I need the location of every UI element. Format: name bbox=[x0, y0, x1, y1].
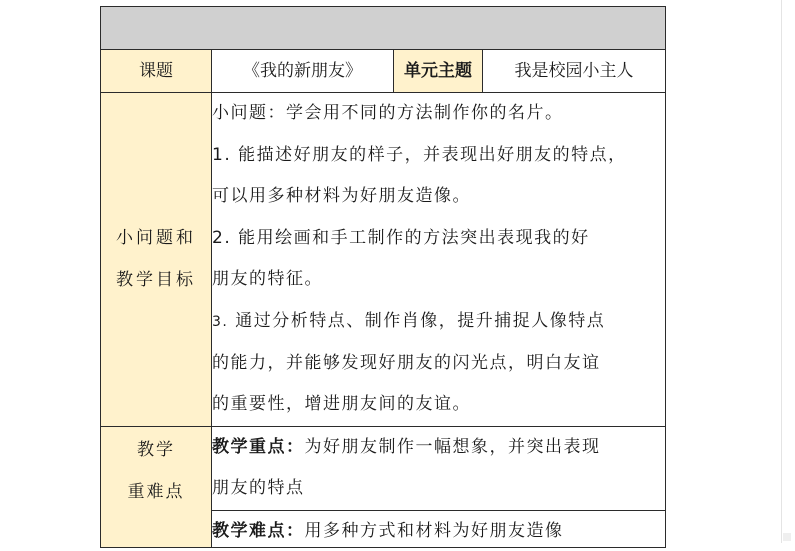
goal-line: 朋友的特征。 bbox=[212, 269, 323, 290]
goal-line: 的能力，并能够发现好朋友的闪光点，明白友谊 bbox=[212, 352, 601, 373]
key-point-label: 教学重点： bbox=[212, 436, 305, 457]
difficulty-label: 教学难点： bbox=[212, 520, 305, 541]
difficulty-line bbox=[212, 511, 665, 547]
key-point-line2: 朋友的特点 bbox=[212, 478, 305, 499]
goal-3-text: 通过分析特点、制作肖像，提升捕捉人像特点 bbox=[235, 310, 606, 331]
difficulty-content bbox=[212, 510, 666, 547]
header-band-row bbox=[101, 7, 666, 50]
unit-value: 我是校园小主人 bbox=[483, 50, 666, 93]
focus-label-line2: 重难点 bbox=[127, 481, 185, 502]
key-point-row bbox=[101, 426, 666, 510]
unit-label: 单元主题 bbox=[394, 50, 483, 93]
title-label: 课题 bbox=[101, 50, 212, 93]
title-value: 《我的新朋友》 bbox=[212, 50, 394, 93]
header-band bbox=[101, 7, 666, 50]
goal-line-3 bbox=[212, 301, 665, 343]
lesson-plan-table bbox=[100, 6, 666, 548]
goal-line: 小问题：学会用不同的方法制作你的名片。 bbox=[212, 103, 564, 123]
goals-row bbox=[101, 93, 666, 427]
goals-label-line2: 教学目标 bbox=[116, 270, 196, 291]
goal-line: 2. 能用绘画和手工制作的方法突出表现我的好 bbox=[212, 227, 590, 248]
scroll-corner bbox=[783, 533, 791, 541]
goals-label bbox=[101, 93, 212, 427]
difficulty-text: 用多种方式和材料为好朋友造像 bbox=[304, 520, 564, 541]
key-point-line1 bbox=[212, 427, 665, 469]
focus-label-line1: 教学 bbox=[137, 439, 175, 460]
title-row bbox=[101, 50, 666, 93]
goals-label-line1: 小问题和 bbox=[116, 228, 196, 249]
key-point-text: 为好朋友制作一幅想象，并突出表现 bbox=[304, 436, 601, 457]
goal-line: 1. 能描述好朋友的样子，并表现出好朋友的特点， bbox=[212, 144, 627, 165]
scroll-gutter bbox=[781, 0, 782, 543]
goal-3-number: 3. bbox=[212, 313, 229, 330]
focus-label bbox=[101, 426, 212, 547]
key-point-content bbox=[212, 426, 666, 510]
goals-content bbox=[212, 93, 666, 427]
goal-line: 的重要性，增进朋友间的友谊。 bbox=[212, 394, 471, 415]
goal-line: 可以用多种材料为好朋友造像。 bbox=[212, 186, 471, 207]
